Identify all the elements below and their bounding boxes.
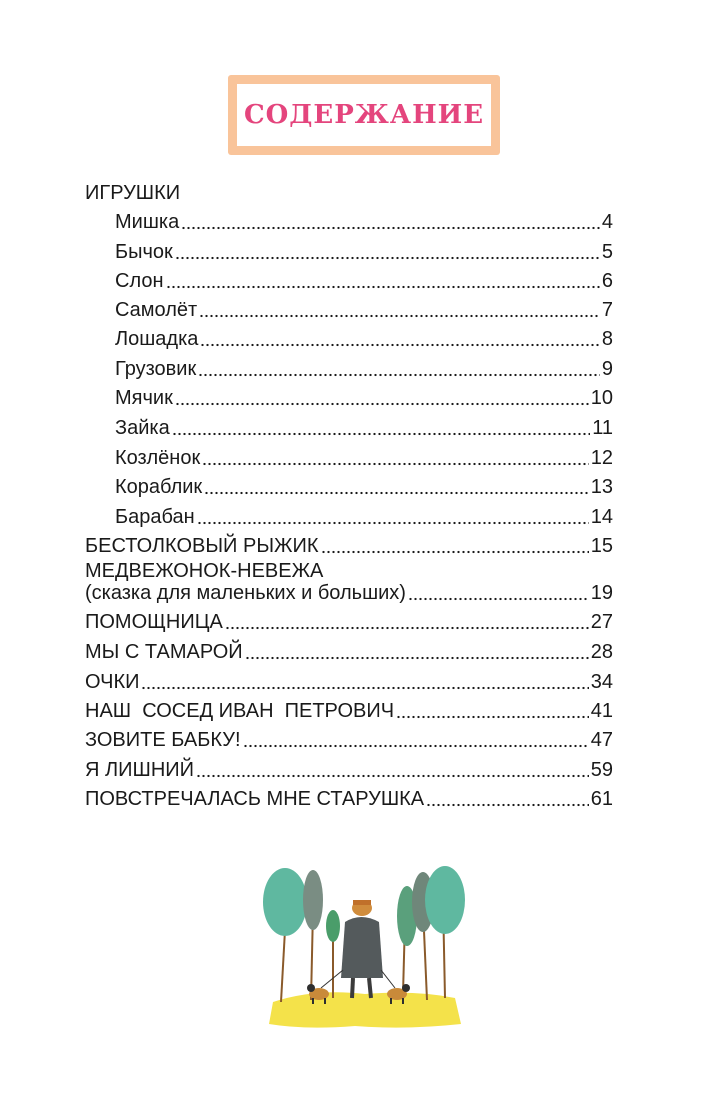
toc-row[interactable] (85, 606, 613, 634)
dot-leader (200, 333, 599, 347)
toc-page-number: 6 (601, 270, 613, 292)
toc-page-number: 10 (590, 387, 613, 409)
toc-entry-title: Козлёнок (115, 447, 201, 469)
toc-entry-title: НАШ СОСЕД ИВАН ПЕТРОВИЧ (85, 700, 395, 722)
toc-page-number: 27 (590, 611, 613, 633)
toc-page-number: 15 (590, 535, 613, 557)
dot-leader (321, 540, 589, 554)
page-title: СОДЕРЖАНИЕ (243, 100, 485, 130)
dot-leader (396, 705, 589, 719)
toc-row[interactable] (85, 724, 613, 752)
toc-entry-title: Зайка (115, 417, 170, 439)
toc-row[interactable] (115, 471, 613, 499)
dot-leader (243, 734, 589, 748)
dot-leader (225, 616, 589, 630)
dot-leader (202, 452, 589, 466)
toc-page-number: 13 (590, 476, 613, 498)
toc-page-number: 12 (590, 447, 613, 469)
toc-row[interactable] (115, 442, 613, 470)
dot-leader (166, 275, 600, 289)
toc-entry-title: Мишка (115, 211, 180, 233)
toc-row[interactable] (115, 236, 613, 264)
dot-leader (197, 511, 589, 525)
toc-row[interactable] (115, 501, 613, 529)
toc-page-number: 11 (592, 417, 613, 439)
toc-row[interactable] (115, 265, 613, 293)
toc-page-number: 7 (601, 299, 613, 321)
toc-entry-title: Лошадка (115, 328, 199, 350)
toc-page-number: 19 (590, 582, 613, 604)
park-walk-illustration (255, 860, 465, 1030)
dot-leader (204, 481, 589, 495)
toc-row[interactable] (85, 783, 613, 811)
dot-leader (141, 676, 588, 690)
dot-leader (181, 216, 600, 230)
toc-page-number: 9 (601, 358, 613, 380)
dot-leader (408, 587, 589, 601)
dot-leader (198, 363, 600, 377)
toc-page-number: 59 (590, 759, 613, 781)
toc-row[interactable] (85, 636, 613, 664)
toc-entry-title: ПОВСТРЕЧАЛАСЬ МНЕ СТАРУШКА (85, 788, 425, 810)
toc-entry-title: Бычок (115, 241, 173, 263)
toc-row[interactable] (85, 577, 613, 605)
toc-page-number: 34 (590, 671, 613, 693)
toc-row[interactable] (115, 206, 613, 234)
dot-leader (245, 646, 589, 660)
toc-row[interactable] (115, 353, 613, 381)
toc-row[interactable] (85, 530, 613, 558)
toc-page-number: 61 (590, 788, 613, 810)
toc-entry-title: Барабан (115, 506, 195, 528)
toc-page-number: 47 (590, 729, 613, 751)
toc-page-number: 4 (601, 211, 613, 233)
toc-entry-title: Я ЛИШНИЙ (85, 759, 195, 781)
toc-entry-title: ПОМОЩНИЦА (85, 611, 223, 633)
toc-section-heading-toys: ИГРУШКИ (85, 182, 181, 204)
toc-page-number: 5 (601, 241, 613, 263)
toc-entry-title: Слон (115, 270, 164, 292)
toc-entry-title: Грузовик (115, 358, 197, 380)
toc-entry-title: ОЧКИ (85, 671, 140, 693)
toc-page-number: 41 (590, 700, 613, 722)
toc-row[interactable] (115, 382, 613, 410)
toc-entry-title: ЗОВИТЕ БАБКУ! (85, 729, 241, 751)
toc-row[interactable] (85, 695, 613, 723)
toc-entry-title[interactable]: МЕДВЕЖОНОК-НЕВЕЖА (85, 560, 324, 582)
toc-row[interactable] (115, 323, 613, 351)
toc-page-number: 28 (590, 641, 613, 663)
toc-page-number: 14 (590, 506, 613, 528)
toc-row[interactable] (85, 754, 613, 782)
dot-leader (175, 392, 589, 406)
toc-row[interactable] (115, 412, 613, 440)
toc-entry-title: Мячик (115, 387, 173, 409)
toc-entry-subtitle: (сказка для маленьких и больших) (85, 582, 406, 604)
dot-leader (172, 422, 591, 436)
toc-row[interactable] (115, 294, 613, 322)
toc-entry-title: Самолёт (115, 299, 198, 321)
dot-leader (426, 793, 589, 807)
toc-entry-title: БЕСТОЛКОВЫЙ РЫЖИК (85, 535, 319, 557)
toc-row[interactable] (85, 666, 613, 694)
toc-entry-title: МЫ С ТАМАРОЙ (85, 641, 243, 663)
toc-page-number: 8 (601, 328, 613, 350)
toc-entry-title: Кораблик (115, 476, 203, 498)
dot-leader (196, 764, 589, 778)
dot-leader (175, 246, 600, 260)
dot-leader (199, 304, 600, 318)
